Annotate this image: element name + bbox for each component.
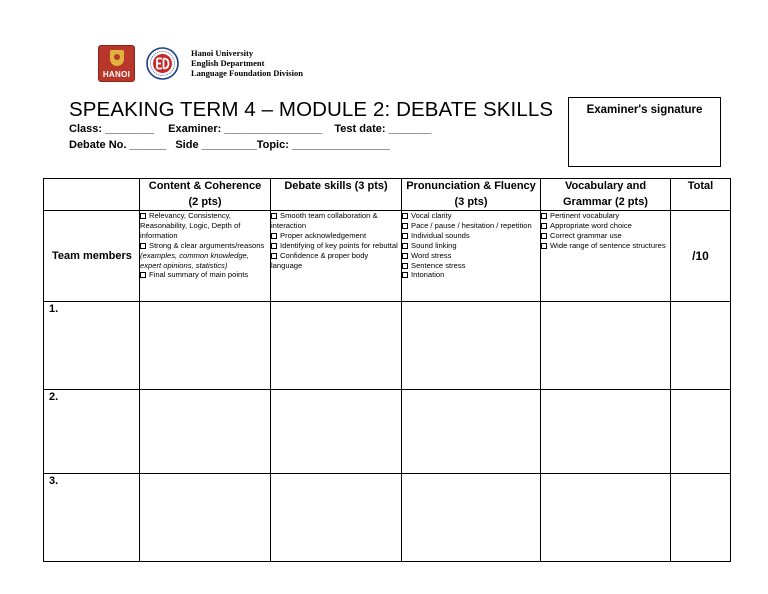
table-row	[44, 390, 731, 474]
team-members-label: Team members	[44, 211, 140, 302]
score-cell[interactable]	[541, 390, 671, 474]
criteria-debate-skills	[271, 211, 402, 302]
header-content-coherence: Content & Coherence (2 pts)	[140, 179, 271, 211]
side-field: Side _________	[175, 139, 257, 151]
header-debate-skills: Debate skills (3 pts)	[271, 179, 402, 211]
university-name-block	[191, 48, 303, 78]
checkbox-icon[interactable]	[140, 272, 146, 278]
score-cell[interactable]	[541, 474, 671, 562]
checkbox-icon[interactable]	[402, 223, 408, 229]
table-row	[44, 302, 731, 390]
score-cell[interactable]	[271, 474, 402, 562]
header-logos	[98, 44, 303, 82]
hanoi-university-logo	[98, 45, 135, 82]
score-cell[interactable]	[541, 302, 671, 390]
checkbox-icon[interactable]	[271, 253, 277, 259]
examiner-signature-label: Examiner's signature	[586, 104, 703, 116]
criterion-item: Appropriate word choice	[541, 221, 670, 231]
checkbox-icon[interactable]	[541, 213, 547, 219]
rubric-table	[43, 178, 731, 562]
topic-field: Topic: ________________	[256, 139, 390, 151]
table-row	[44, 474, 731, 562]
header-row	[44, 179, 731, 211]
criterion-item: Strong & clear arguments/reasons	[140, 241, 270, 251]
crest-icon	[110, 50, 124, 66]
criterion-item: Confidence & proper body language	[271, 250, 369, 270]
score-cell[interactable]	[271, 302, 402, 390]
score-cell[interactable]	[140, 474, 271, 562]
row-number: 1.	[44, 302, 140, 390]
checkbox-icon[interactable]	[271, 243, 277, 249]
score-cell[interactable]	[402, 390, 541, 474]
checkbox-icon[interactable]	[140, 243, 146, 249]
examiner-signature-box	[568, 97, 721, 167]
score-cell[interactable]	[140, 390, 271, 474]
checkbox-icon[interactable]	[541, 233, 547, 239]
criterion-note: (examples, common knowledge, expert opinions, statistics)	[140, 250, 249, 270]
criterion-item: Intonation	[402, 270, 540, 280]
total-cell[interactable]	[671, 302, 731, 390]
header-total: Total	[671, 179, 731, 211]
class-field: Class: ________	[69, 123, 155, 135]
criterion-item: Identifying of key points for rebuttal	[271, 241, 401, 251]
checkbox-icon[interactable]	[402, 263, 408, 269]
division-name: Language Foundation Division	[191, 68, 303, 78]
debate-no-field: Debate No. ______	[69, 139, 167, 151]
total-score-label: /10	[671, 211, 731, 302]
logo-text: HANOI	[102, 69, 131, 79]
criteria-row	[44, 211, 731, 302]
info-line-1	[69, 123, 431, 135]
score-cell[interactable]	[140, 302, 271, 390]
criteria-pronunciation-fluency	[402, 211, 541, 302]
page-title: SPEAKING TERM 4 – MODULE 2: DEBATE SKILLS	[69, 98, 554, 121]
english-department-logo-icon	[146, 47, 179, 80]
criterion-item: Individual sounds	[402, 231, 540, 241]
total-cell[interactable]	[671, 390, 731, 474]
criterion-item: Relevancy, Consistency, Reasonability, Logic, Depth of information	[140, 211, 241, 240]
criterion-item: Smooth team collaboration & interaction	[271, 211, 378, 230]
score-cell[interactable]	[271, 390, 402, 474]
total-cell[interactable]	[671, 474, 731, 562]
checkbox-icon[interactable]	[271, 213, 277, 219]
header-pronunciation-fluency: Pronunciation & Fluency (3 pts)	[402, 179, 541, 211]
row-number: 3.	[44, 474, 140, 562]
info-line-2	[69, 139, 390, 151]
score-cell[interactable]	[402, 302, 541, 390]
checkbox-icon[interactable]	[402, 243, 408, 249]
checkbox-icon[interactable]	[541, 223, 547, 229]
checkbox-icon[interactable]	[402, 233, 408, 239]
criterion-item: Wide range of sentence structures	[541, 241, 670, 251]
checkbox-icon[interactable]	[541, 243, 547, 249]
header-corner	[44, 179, 140, 211]
score-cell[interactable]	[402, 474, 541, 562]
checkbox-icon[interactable]	[140, 213, 146, 219]
criterion-item: Final summary of main points	[140, 270, 270, 280]
criterion-item: Proper acknowledgement	[271, 231, 401, 241]
criterion-item: Word stress	[402, 251, 540, 261]
criterion-item: Vocal clarity	[402, 211, 540, 221]
criterion-item: Pertinent vocabulary	[541, 211, 670, 221]
checkbox-icon[interactable]	[402, 253, 408, 259]
criteria-vocabulary-grammar	[541, 211, 671, 302]
checkbox-icon[interactable]	[402, 213, 408, 219]
header-vocabulary-grammar: Vocabulary and Grammar (2 pts)	[541, 179, 671, 211]
criterion-item: Sound linking	[402, 241, 540, 251]
row-number: 2.	[44, 390, 140, 474]
department-name: English Department	[191, 58, 265, 68]
test-date-field: Test date: _______	[334, 123, 432, 135]
checkbox-icon[interactable]	[402, 272, 408, 278]
criterion-item: Sentence stress	[402, 261, 540, 271]
criterion-item: Pace / pause / hesitation / repetition	[402, 221, 540, 231]
examiner-field: Examiner: ________________	[168, 123, 323, 135]
university-name: Hanoi University	[191, 48, 254, 58]
criterion-item: Correct grammar use	[541, 231, 670, 241]
criteria-content-coherence	[140, 211, 271, 302]
checkbox-icon[interactable]	[271, 233, 277, 239]
